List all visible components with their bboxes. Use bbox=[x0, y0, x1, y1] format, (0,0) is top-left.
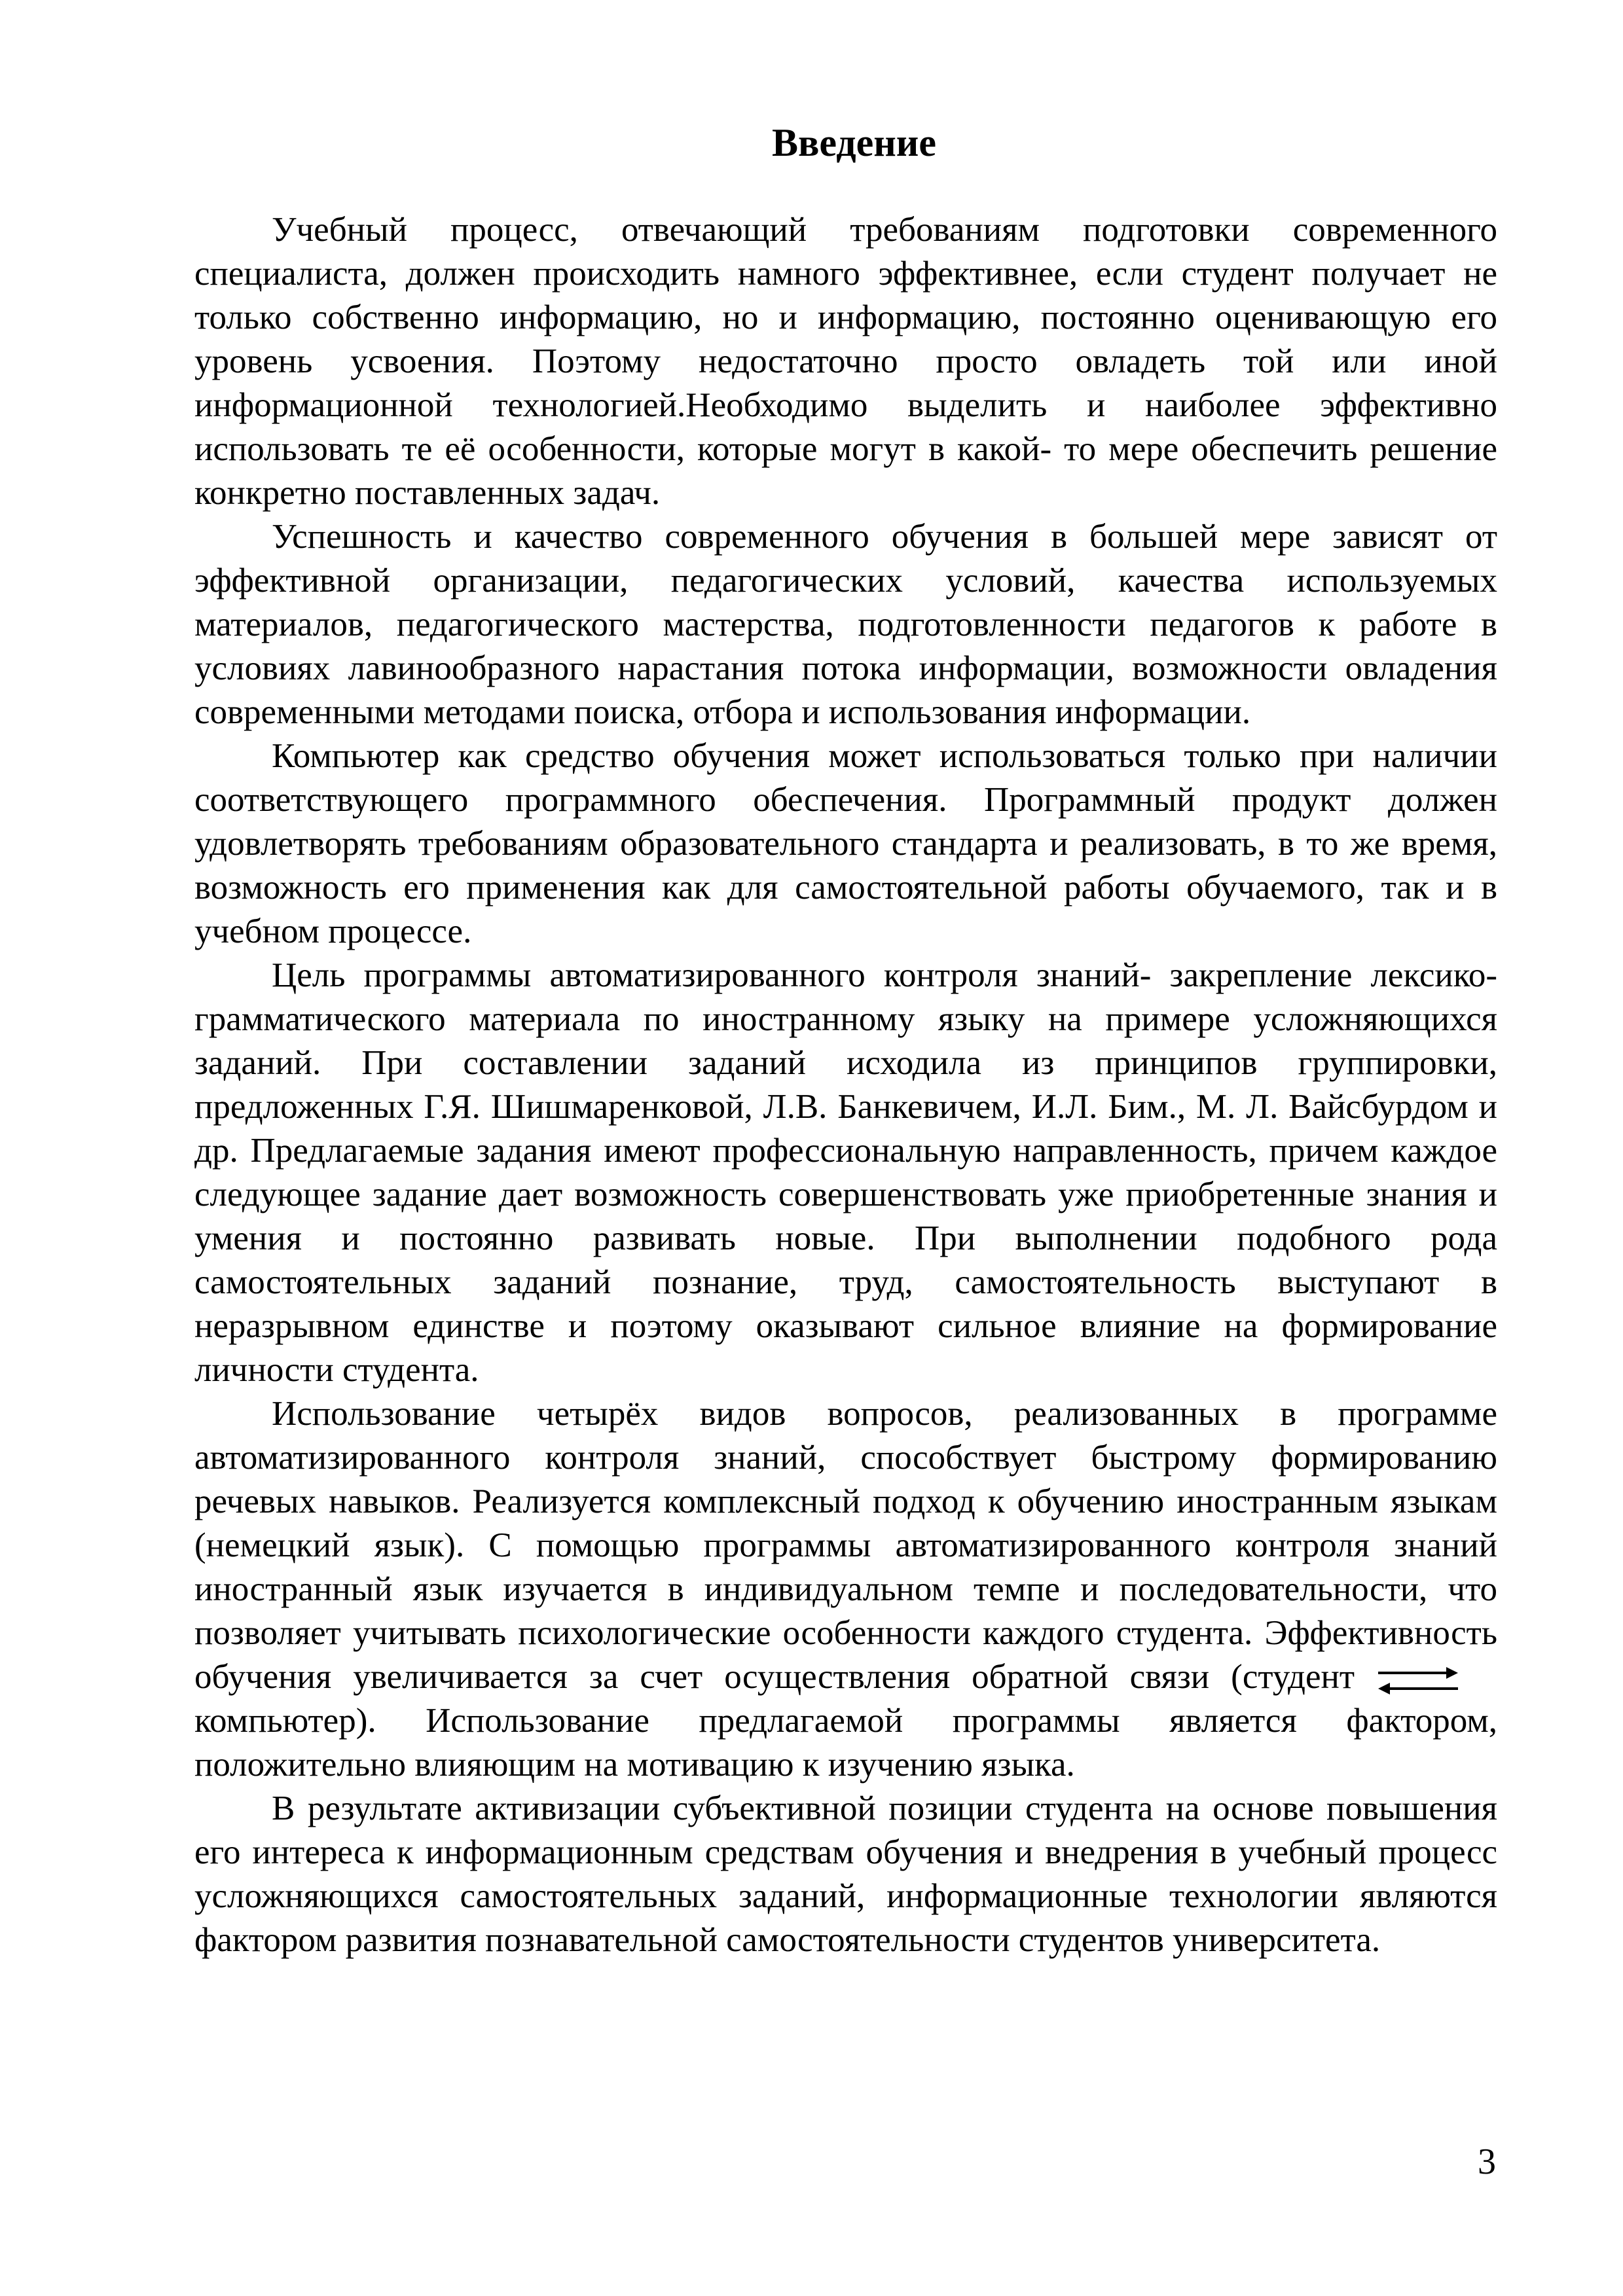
page-number: 3 bbox=[1478, 2142, 1496, 2182]
paragraph-4: Цель программы автоматизированного контроля знаний- закрепление лексико-грамматического материала по иностранному языку на примере усложняющихся заданий. При составлении заданий исходила из принципов группировки, предложенных Г.Я. Шишмаренковой, Л.В. Банкевичем, И.Л. Бим., М. Л. Вайсбурдом и др. Предлагаемые задания имеют профессиональную направленность, причем каждое следующее задание дает возможность совершенствовать уже приобретенные знания и умения и постоянно развивать новые. При выполнении подобного рода самостоятельных заданий познание, труд, самостоятельность выступают в неразрывном единстве и поэтому оказывают сильное влияние на формирование личности студента. bbox=[194, 956, 1497, 1389]
page-title: Введение bbox=[771, 121, 936, 164]
paragraph-5-part-1: Использование четырёх видов вопросов, реализованных в программе автоматизированного контроля знаний, способствует быстрому формированию речевых навыков. Реализуется комплексный подход к обучению иностранным языкам (немецкий язык). С помощью программы автоматизированного контроля знаний иностранный язык изучается в индивидуальном темпе и последовательности, что позволяет учитывать психологические особенности каждого студента. Эффективность обучения увеличивается за счет осуществления обратной связи (студент bbox=[194, 1395, 1497, 1696]
document-body bbox=[194, 208, 1497, 1962]
paragraph-5-part-2: компьютер). Использование предлагаемой программы является фактором, положительно влияющим на мотивацию к изучению языка. bbox=[194, 1702, 1497, 1784]
bidirectional-arrows-icon bbox=[1376, 1662, 1461, 1698]
paragraph-5 bbox=[194, 1392, 1497, 1787]
paragraph-3: Компьютер как средство обучения может использоваться только при наличии соответствующего программного обеспечения. Программный продукт должен удовлетворять требованиям образовательного стандарта и реализовать, в то же время, возможность его применения как для самостоятельной работы обучаемого, так и в учебном процессе. bbox=[194, 737, 1497, 950]
paragraph-2: Успешность и качество современного обучения в большей мере зависят от эффективной организации, педагогических условий, качества используемых материалов, педагогического мастерства, подготовленности педагогов к работе в условиях лавинообразного нарастания потока информации, возможности овладения современными методами поиска, отбора и использования информации. bbox=[194, 518, 1497, 731]
paragraph-6: В результате активизации субъективной позиции студента на основе повышения его интереса к информационным средствам обучения и внедрения в учебный процесс усложняющихся самостоятельных заданий, информационные технологии являются фактором развития познавательной самостоятельности студентов университета. bbox=[194, 1789, 1497, 1959]
paragraph-1: Учебный процесс, отвечающий требованиям подготовки современного специалиста, должен происходить намного эффективнее, если студент получает не только собственно информацию, но и информацию, постоянно оценивающую его уровень усвоения. Поэтому недостаточно просто овладеть той или иной информационной технологией.Необходимо выделить и наиболее эффективно использовать те её особенности, которые могут в какой- то мере обеспечить решение конкретно поставленных задач. bbox=[194, 211, 1497, 512]
